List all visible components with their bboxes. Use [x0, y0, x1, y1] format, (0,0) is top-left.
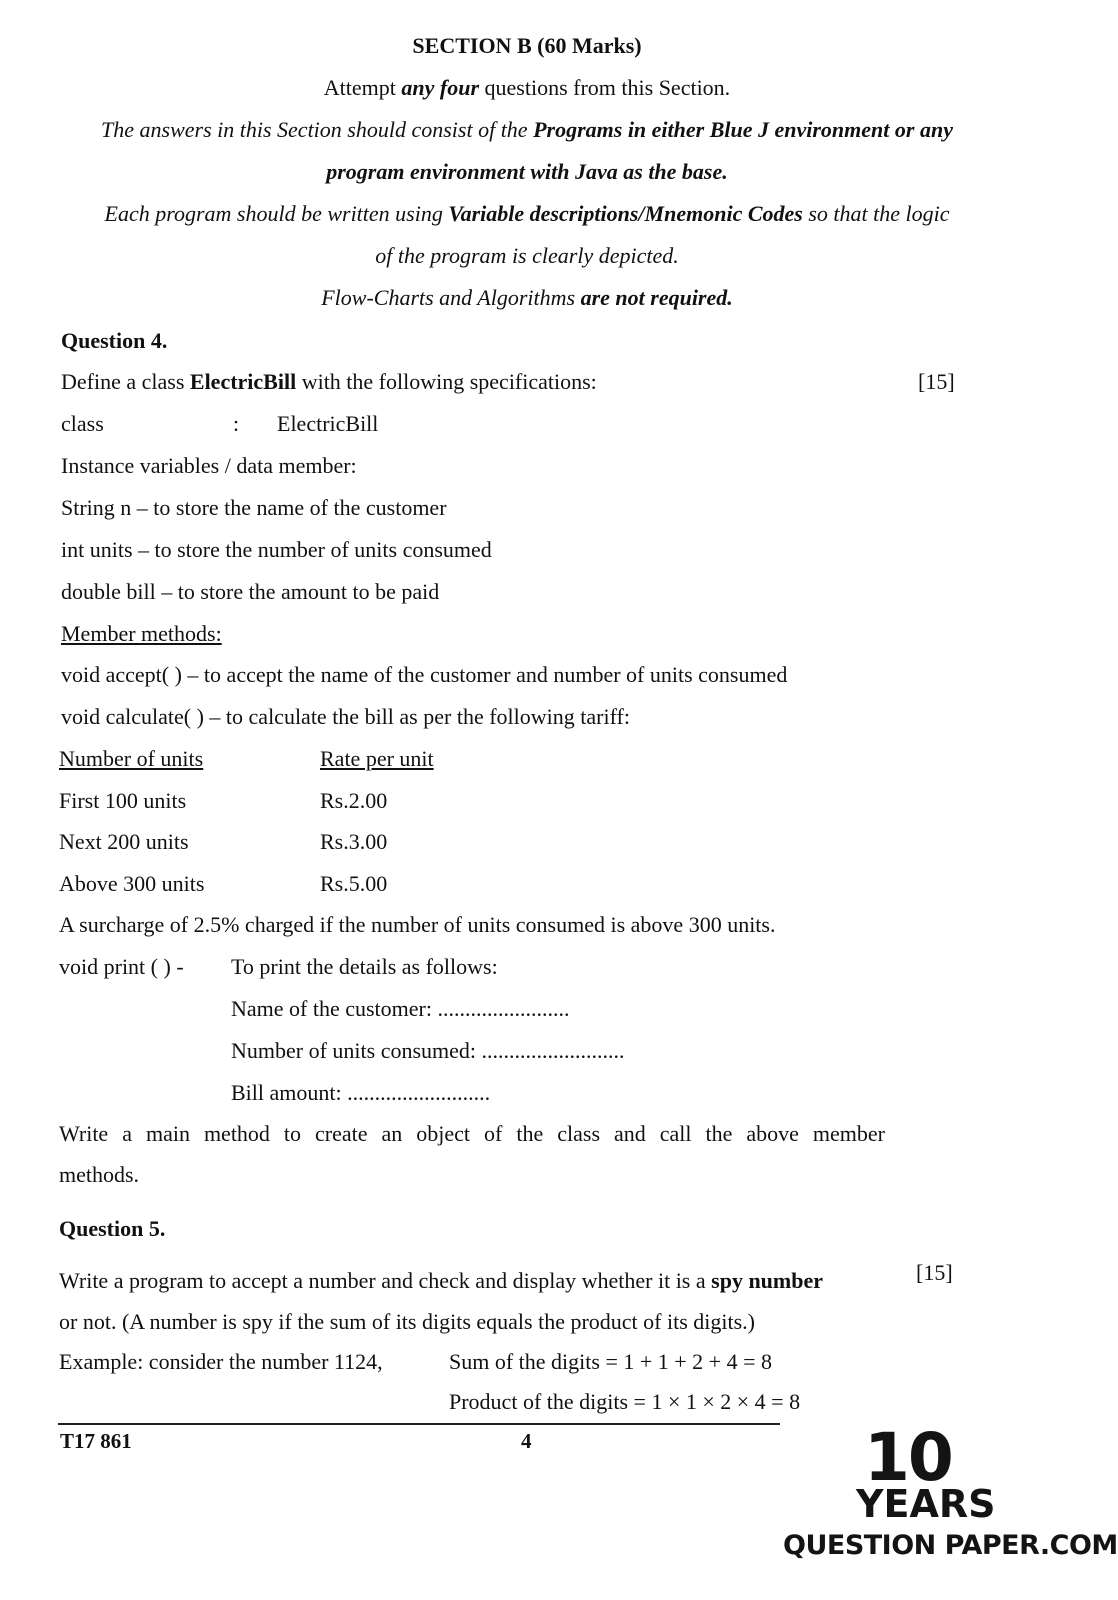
class-label: class: [61, 411, 104, 436]
page-number: 4: [521, 1429, 532, 1453]
paper-code: T17 861: [60, 1429, 132, 1453]
question-5-title: Question 5.: [59, 1216, 166, 1241]
tariff-row-rate: Rs.5.00: [320, 871, 388, 896]
class-name: ElectricBill: [277, 411, 379, 436]
flowchart-instruction: Flow-Charts and Algorithms are not required.: [321, 285, 733, 310]
tariff-row-rate: Rs.2.00: [320, 788, 388, 813]
surcharge-note: A surcharge of 2.5% charged if the number of units consumed is above 300 units.: [59, 912, 776, 937]
output-bill-amount: Bill amount: ..........................: [231, 1080, 491, 1105]
main-method-line2: methods.: [59, 1162, 140, 1187]
variable-n: String n – to store the name of the customer: [61, 495, 447, 520]
method-accept: void accept( ) – to accept the name of the customer and number of units consumed: [61, 662, 788, 687]
member-methods-label: Member methods:: [61, 621, 222, 646]
variable-instruction-line2: of the program is clearly depicted.: [375, 243, 679, 268]
tariff-header-rate: Rate per unit: [320, 746, 434, 771]
tariff-row-units: Next 200 units: [59, 829, 189, 854]
footer-rule: [58, 1423, 780, 1425]
instance-variables-label: Instance variables / data member:: [61, 453, 357, 478]
q5-marks: [15]: [916, 1260, 953, 1285]
q5-sum: Sum of the digits = 1 + 1 + 2 + 4 = 8: [449, 1349, 772, 1374]
variable-instruction: Each program should be written using Variable descriptions/Mnemonic Codes so that the logic: [104, 201, 950, 226]
answers-instruction: The answers in this Section should consist of the Programs in either Blue J environment or any: [101, 117, 953, 142]
output-units-consumed: Number of units consumed: ..........................: [231, 1038, 625, 1063]
class-colon: :: [233, 411, 240, 436]
section-heading: SECTION B (60 Marks): [412, 33, 642, 58]
tariff-row-rate: Rs.3.00: [320, 829, 388, 854]
q4-marks: [15]: [918, 369, 955, 394]
tariff-row-units: Above 300 units: [59, 871, 205, 896]
watermark-word: YEARS: [856, 1482, 996, 1526]
q5-product: Product of the digits = 1 × 1 × 2 × 4 = 8: [449, 1389, 801, 1414]
variable-units: int units – to store the number of units consumed: [61, 537, 492, 562]
watermark-site: QUESTION PAPER.COM: [783, 1530, 1118, 1561]
method-calculate: void calculate( ) – to calculate the bill as per the following tariff:: [61, 704, 630, 729]
question-4-title: Question 4.: [61, 328, 168, 353]
q5-line1: Write a program to accept a number and check and display whether it is a spy number: [59, 1268, 823, 1293]
watermark-number: 10: [864, 1419, 952, 1496]
q5-line2: or not. (A number is spy if the sum of its digits equals the product of its digits.): [59, 1309, 755, 1334]
main-method-line1: Write a main method to create an object of the class and call the above member: [59, 1121, 885, 1146]
tariff-header-units: Number of units: [59, 746, 204, 771]
method-print: void print ( ) -: [59, 954, 184, 979]
attempt-instruction: Attempt any four questions from this Section.: [323, 75, 731, 100]
tariff-row-units: First 100 units: [59, 788, 187, 813]
q5-example: Example: consider the number 1124,: [59, 1349, 383, 1374]
print-description: To print the details as follows:: [231, 954, 498, 979]
output-customer-name: Name of the customer: ........................: [231, 996, 570, 1021]
answers-instruction-line2: program environment with Java as the base.: [326, 159, 728, 184]
variable-bill: double bill – to store the amount to be paid: [61, 579, 440, 604]
q4-define-line: Define a class ElectricBill with the following specifications:: [61, 369, 597, 394]
